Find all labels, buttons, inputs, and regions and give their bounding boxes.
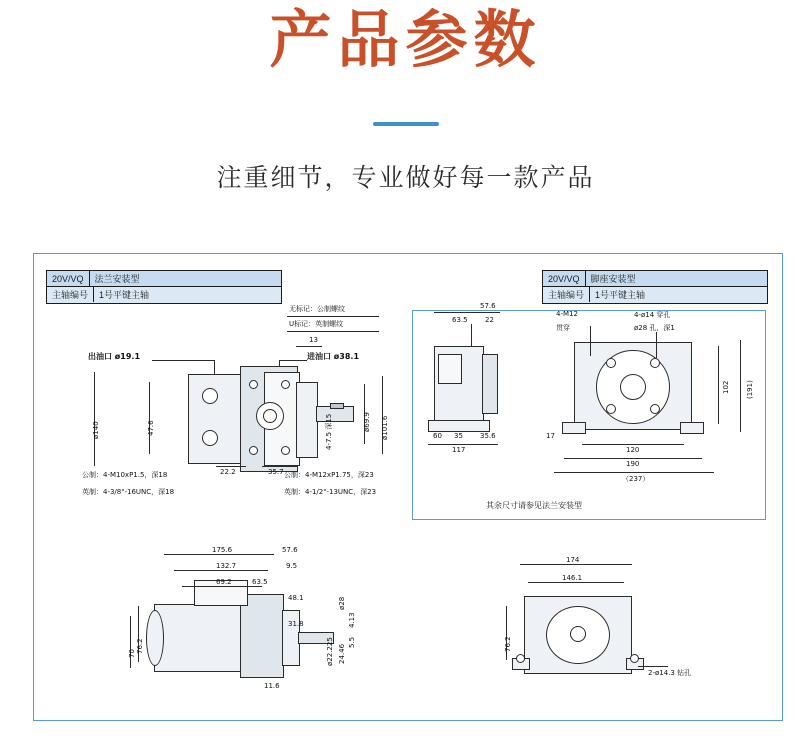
left-title-block-row1 <box>47 271 281 287</box>
dim-120: 120 <box>626 446 640 454</box>
dim-5-5: 5.5 <box>348 636 356 648</box>
foot-mount-side-flange <box>482 354 498 414</box>
bolt-hole <box>249 446 258 455</box>
dim-190: 190 <box>626 460 640 468</box>
title-divider <box>373 122 439 126</box>
bolt-hole <box>281 446 290 455</box>
hole-28-note: ø28 孔，深1 <box>634 324 675 332</box>
bolt-hole <box>281 380 290 389</box>
dim-24-46: 24.46 <box>338 643 346 664</box>
dim-57-6: 57.6 <box>480 302 496 310</box>
pump-side-center <box>240 594 284 678</box>
left-shaft-value: 1号平键主轴 <box>99 290 150 300</box>
pump-side-body <box>154 604 242 672</box>
dim-191: (191) <box>746 380 754 399</box>
dim-22: 22 <box>485 316 494 324</box>
foot-pad-right <box>680 422 704 434</box>
bolt-hole <box>606 358 616 368</box>
note-metric-m12: 公制：4-M12xP1.75，深23 <box>284 471 374 479</box>
right-model: 20V/VQ <box>548 273 580 284</box>
foot-mount-side-cover <box>438 354 462 384</box>
foot-mount-base <box>428 420 490 432</box>
bolt-hole <box>650 404 660 414</box>
dim-237: （237） <box>622 475 650 483</box>
dim-102: 102 <box>722 380 730 394</box>
dim-63-5: 63.5 <box>452 316 468 324</box>
drill-hole-note: 2-ø14.3 钻孔 <box>648 669 692 677</box>
pump-housing-front <box>188 374 242 464</box>
dim-69-2: 69.2 <box>216 578 232 586</box>
dim-60: 60 <box>433 432 442 440</box>
dim-35-7: 35.7 <box>268 468 284 476</box>
bolt-hole <box>249 380 258 389</box>
left-model: 20V/VQ <box>52 273 84 284</box>
dim-22-225: ø22.225 <box>326 637 334 666</box>
dim-17: 17 <box>546 432 555 440</box>
dim-146-1: 146.1 <box>562 574 583 582</box>
dim-4-775: 4-7.5 深15 <box>325 413 333 450</box>
bolt-4-m12: 4-M12 <box>556 310 578 318</box>
pump-port-block <box>296 382 318 458</box>
dim-13: 13 <box>309 336 318 344</box>
hole-4-14: 4-ø14 穿孔 <box>634 311 671 319</box>
dim-28: ø28 <box>338 596 346 610</box>
port-hole <box>202 388 218 404</box>
page-subtitle: 注重细节，专业做好每一款产品 <box>216 163 595 192</box>
right-title-block <box>542 270 768 304</box>
center-bore-inner <box>263 409 277 423</box>
pump-side-nose <box>146 610 164 666</box>
dim-11-6: 11.6 <box>264 682 280 690</box>
dim-35: 35 <box>454 432 463 440</box>
right-shaft-label: 主轴编号 <box>548 290 585 300</box>
dim-br-76-2: 76.2 <box>504 636 512 652</box>
note-imperial-38: 英制：4-3/8"-16UNC，深18 <box>82 488 175 496</box>
foot-mount-footnote: 其余尺寸请参见法兰安装型 <box>486 501 582 510</box>
left-title-block-row2 <box>47 287 281 302</box>
dim-4-13: 4.13 <box>348 612 356 628</box>
bolt-hole <box>650 358 660 368</box>
drill-hole-left <box>516 654 525 663</box>
bolt-hole <box>606 404 616 414</box>
foot-pad-left <box>562 422 586 434</box>
base-plate-bore-inner <box>570 626 586 642</box>
dim-35-6: 35.6 <box>480 432 496 440</box>
outlet-port-label: 出油口 ø19.1 <box>88 352 141 361</box>
thread-legend-imperial: U标记：英制螺纹 <box>289 320 344 328</box>
dim-22-2: 22.2 <box>220 468 236 476</box>
thread-legend-metric: 无标记：公制螺纹 <box>289 305 345 313</box>
foot-mount-bore-inner <box>620 374 646 400</box>
dim-69-9: ø69.9 <box>363 412 371 432</box>
left-mount-type: 法兰安装型 <box>94 274 140 284</box>
page-title: 产品参数 <box>269 3 542 76</box>
dim-174: 174 <box>566 556 580 564</box>
left-title-block <box>46 270 282 304</box>
left-shaft-label: 主轴编号 <box>52 290 89 300</box>
dim-140: ø140 <box>92 421 100 439</box>
dim-117: 117 <box>452 446 466 454</box>
dim-bl-76-2: 76.2 <box>136 638 144 654</box>
technical-drawing-frame <box>33 253 783 721</box>
dim-132-7: 132.7 <box>216 562 237 570</box>
right-title-block-row2 <box>543 287 767 302</box>
right-shaft-value: 1号平键主轴 <box>595 290 646 300</box>
dim-bl-63-5: 63.5 <box>252 578 268 586</box>
right-mount-type: 脚座安装型 <box>590 274 636 284</box>
inlet-port-label: 进油口 ø38.1 <box>307 352 360 361</box>
dim-9-5: 9.5 <box>286 562 298 570</box>
port-hole <box>202 430 218 446</box>
note-metric-m10: 公制：4-M10xP1.5，深18 <box>82 471 168 479</box>
dim-47-6: 47.6 <box>147 420 155 436</box>
bolt-4-m12-note: 贯穿 <box>556 324 570 332</box>
dim-48-1: 48.1 <box>288 594 304 602</box>
dim-31-8: 31.8 <box>288 620 304 628</box>
pump-shaft-key <box>330 403 344 409</box>
dim-101-6: ø101.6 <box>381 415 389 440</box>
dim-bl-57-6: 57.6 <box>282 546 298 554</box>
note-imperial-12: 英制：4-1/2"-13UNC，深23 <box>284 488 377 496</box>
dim-175-6: 175.6 <box>212 546 233 554</box>
dim-70: 70 <box>128 649 136 658</box>
drill-hole-right <box>630 654 639 663</box>
right-title-block-row1 <box>543 271 767 287</box>
